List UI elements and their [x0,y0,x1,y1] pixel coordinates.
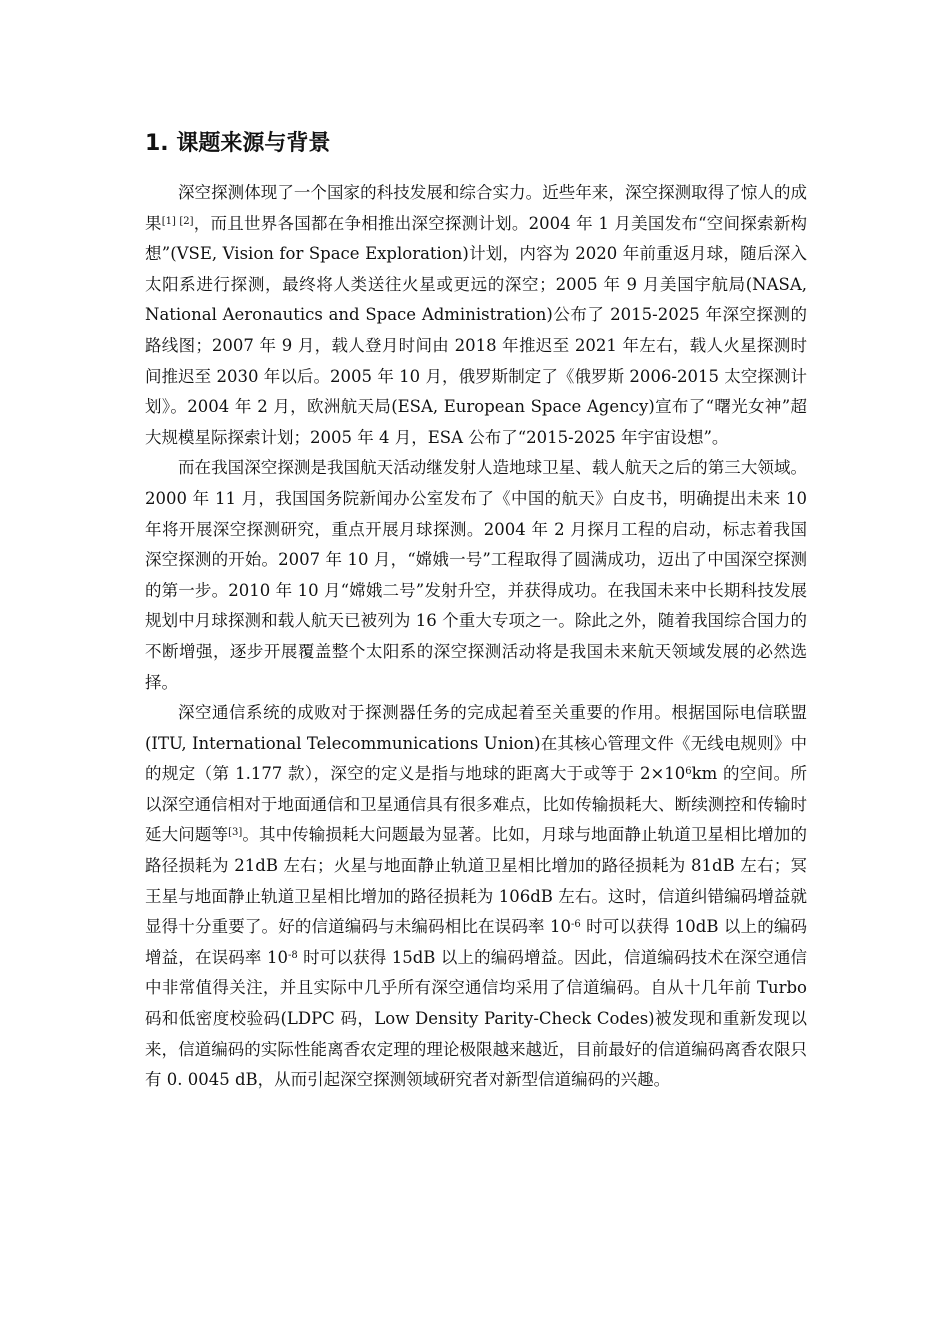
text-run: 深空探测体现了一个国家的科技发展和综合实力。近些年来，深空探测取得了惊人的成果 [145,183,807,233]
text-run: 而在我国深空探测是我国航天活动继发射人造地球卫星、载人航天之后的第三大领域。2000 年 11 月，我国国务院新闻办公室发布了《中国的航天》白皮书，明确提出未来 10 年将开展深空探测研究，重点开展月球探测。2004 年 2 月探月工程的启动，标志着我国深空探测的开始。2007 年 10 月，“嫦娥一号”工程取得了圆满成功，迈出了中国深空探测的第一步。2010 年 10 月“嫦娥二号”发射升空，并获得成功。在我国未来中长期科技发展规划中月球探测和载人航天已被列为 16 个重大专项之一。除此之外，随着我国综合国力的不断增强，逐步开展覆盖整个太阳系的深空探测活动将是我国未来航天领域发展的必然选择。 [145,458,807,692]
citation-ref: [3] [228,827,243,839]
paragraph-communication [145,698,807,1096]
text-run: 时可以获得 10dB 以上的编码增益，在误码率 10 [145,917,807,967]
text-run: 深空通信系统的成败对于探测器任务的完成起着至关重要的作用。根据国际电信联盟(ITU, International Telecommunications Union)在其核心管理文件《无线电规则》中的规定（第 1.177 款），深空的定义是指与地球的距离大于或等于 2×10 [145,703,807,784]
text-run: 。其中传输损耗大问题最为显著。比如，月球与地面静止轨道卫星相比增加的路径损耗为 21dB 左右；火星与地面静止轨道卫星相比增加的路径损耗为 81dB 左右；冥王星与地面静止轨道卫星相比增加的路径损耗为 106dB 左右。这时，信道纠错编码增益就显得十分重要了。好的信道编码与未编码相比在误码率 10 [145,825,808,937]
text-run: 时可以获得 15dB 以上的编码增益。因此，信道编码技术在深空通信中非常值得关注，并且实际中几乎所有深空通信均采用了信道编码。自从十几年前 Turbo 码和低密度校验码(LDPC 码，Low Density Parity-Check Codes)被发现和重新发现以来，信道编码的实际性能离香农定理的理论极限越来越近，目前最好的信道编码离香农限只有 0. 0045 dB，从而引起深空探测领域研究者对新型信道编码的兴趣。 [145,947,807,1090]
section-heading: 1. 课题来源与背景 [145,131,331,156]
exponent: 6 [685,766,692,778]
text-run: ，而且世界各国都在争相推出深空探测计划。2004 年 1 月美国发布“空间探索新构想”(VSE, Vision for Space Exploration)计划，内容为 2020 年前重返月球，随后深入太阳系进行探测，最终将人类送往火星或更远的深空；2005 年 9 月美国宇航局(NASA, National Aeronautics and Space Administration)公布了 2015-2025 年深空探测的路线图；2007 年 9 月，载人登月时间由 2018 年推迟至 2021 年左右，载人火星探测时间推迟至 2030 年以后。2005 年 10 月，俄罗斯制定了《俄罗斯 2006-2015 太空探测计划》。2004 年 2 月，欧洲航天局(ESA, European Space Agency)宣布了“曙光女神”超大规模星际探索计划；2005 年 4 月，ESA 公布了“2015-2025 年宇宙设想”。 [145,213,807,447]
exponent: -8 [287,949,298,961]
citation-ref: [1] [2] [161,215,194,227]
paragraph-china [145,453,807,698]
paragraph-intro [145,178,807,453]
exponent: -6 [571,919,581,931]
body-text [145,178,807,1096]
text-run: km 的空间。所以深空通信相对于地面通信和卫星通信具有很多难点，比如传输损耗大、断续测控和传输时延大问题等 [145,764,808,845]
